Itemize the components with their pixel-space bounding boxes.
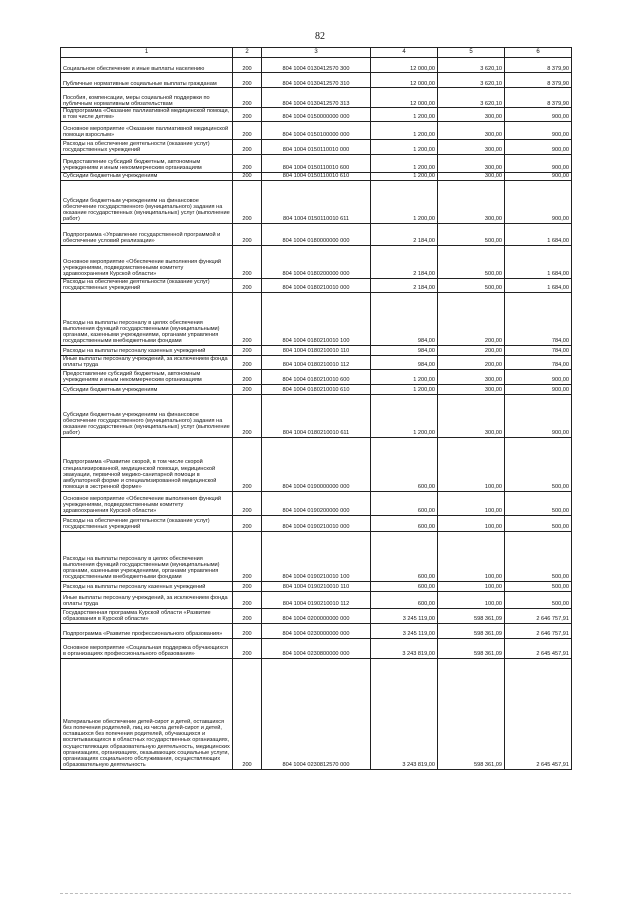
table-header-row xyxy=(61,48,572,58)
table-row xyxy=(61,139,572,154)
item-executed: 3 620,10 xyxy=(438,58,505,73)
table-row xyxy=(61,108,572,122)
table-row xyxy=(61,623,572,638)
table-row xyxy=(61,515,572,531)
item-executed: 500,00 xyxy=(438,278,505,292)
item-code: 804 1004 0180210010 112 xyxy=(262,355,371,369)
item-name: Основное мероприятие «Оказание паллиативной медицинской помощи взрослым» xyxy=(61,121,233,139)
item-name: Расходы на выплаты персоналу казенных учреждений xyxy=(61,345,233,355)
item-approved: 984,00 xyxy=(371,292,438,345)
item-executed: 100,00 xyxy=(438,581,505,591)
item-executed: 598 361,09 xyxy=(438,623,505,638)
item-remaining: 500,00 xyxy=(505,581,572,591)
item-section: 200 xyxy=(233,658,262,769)
item-remaining: 500,00 xyxy=(505,515,572,531)
table-row xyxy=(61,73,572,88)
header-col-6: 6 xyxy=(505,48,572,58)
item-approved: 600,00 xyxy=(371,581,438,591)
item-code: 804 1004 0190210010 110 xyxy=(262,581,371,591)
item-remaining: 900,00 xyxy=(505,139,572,154)
table-row xyxy=(61,369,572,384)
item-section: 200 xyxy=(233,355,262,369)
item-approved: 1 200,00 xyxy=(371,139,438,154)
table-row xyxy=(61,245,572,278)
item-name: Субсидии бюджетным учреждениям на финансовое обеспечение государственного (муниципального) задания на оказание государственных (муниципальных) услуг (выполнение работ) xyxy=(61,180,233,223)
item-code: 804 1004 0190200000 000 xyxy=(262,491,371,515)
item-executed: 598 361,09 xyxy=(438,638,505,658)
budget-table xyxy=(60,47,572,770)
item-section: 200 xyxy=(233,292,262,345)
item-approved: 984,00 xyxy=(371,345,438,355)
item-code: 804 1004 0190210010 000 xyxy=(262,515,371,531)
item-executed: 100,00 xyxy=(438,437,505,491)
item-approved: 600,00 xyxy=(371,491,438,515)
item-section: 200 xyxy=(233,638,262,658)
item-remaining: 1 684,00 xyxy=(505,278,572,292)
item-remaining: 500,00 xyxy=(505,531,572,581)
item-executed: 200,00 xyxy=(438,292,505,345)
item-section: 200 xyxy=(233,384,262,394)
item-section: 200 xyxy=(233,73,262,88)
item-approved: 1 200,00 xyxy=(371,108,438,122)
table-row xyxy=(61,345,572,355)
item-section: 200 xyxy=(233,278,262,292)
header-col-5: 5 xyxy=(438,48,505,58)
item-remaining: 784,00 xyxy=(505,355,572,369)
item-name: Подпрограмма «Развитие скорой, в том числе скорой специализированной, медицинской помощи, медицинской эвакуации, первичной медико-санитарной помощи в амбулаторной форме и специализированной медицинской помощи в экстренной форме» xyxy=(61,437,233,491)
item-executed: 500,00 xyxy=(438,245,505,278)
item-code: 804 1004 0230812570 000 xyxy=(262,658,371,769)
item-approved: 12 000,00 xyxy=(371,58,438,73)
item-section: 200 xyxy=(233,591,262,608)
table-row xyxy=(61,591,572,608)
item-section: 200 xyxy=(233,491,262,515)
item-section: 200 xyxy=(233,581,262,591)
table-row xyxy=(61,278,572,292)
item-name: Иные выплаты персоналу учреждений, за исключением фонда оплаты труда xyxy=(61,591,233,608)
table-row xyxy=(61,154,572,172)
item-name: Расходы на выплаты персоналу казенных учреждений xyxy=(61,581,233,591)
item-section: 200 xyxy=(233,345,262,355)
item-remaining: 900,00 xyxy=(505,384,572,394)
item-name: Субсидии бюджетным учреждениям xyxy=(61,172,233,180)
item-approved: 1 200,00 xyxy=(371,369,438,384)
item-code: 804 1004 0190210010 112 xyxy=(262,591,371,608)
item-remaining: 1 684,00 xyxy=(505,245,572,278)
item-executed: 300,00 xyxy=(438,172,505,180)
item-code: 804 1004 0230000000 000 xyxy=(262,623,371,638)
page-number: 82 xyxy=(315,31,325,42)
item-code: 804 1004 0180200000 000 xyxy=(262,245,371,278)
item-name: Социальное обеспечение и иные выплаты населению xyxy=(61,58,233,73)
item-remaining: 900,00 xyxy=(505,180,572,223)
item-section: 200 xyxy=(233,623,262,638)
item-approved: 2 184,00 xyxy=(371,278,438,292)
item-remaining: 900,00 xyxy=(505,369,572,384)
item-remaining: 900,00 xyxy=(505,394,572,437)
item-section: 200 xyxy=(233,180,262,223)
table-row xyxy=(61,58,572,73)
item-remaining: 2 645 457,91 xyxy=(505,658,572,769)
item-section: 200 xyxy=(233,531,262,581)
item-code: 804 1004 0130412570 300 xyxy=(262,58,371,73)
item-approved: 600,00 xyxy=(371,591,438,608)
item-name: Материальное обеспечение детей-сирот и детей, оставшихся без попечения родителей, лиц из числа детей-сирот и детей, оставшихся без попечения родителей, обучающихся и воспитывающихся в областных государственных организациях, осуществляющих образовательную деятельность, медицинских организациях, организациях, оказывающих социальные услуги, организациях социального обслуживания, осуществляющих образовательную деятельность xyxy=(61,658,233,769)
table-row xyxy=(61,531,572,581)
item-remaining: 784,00 xyxy=(505,345,572,355)
item-remaining: 8 379,90 xyxy=(505,88,572,108)
item-section: 200 xyxy=(233,88,262,108)
item-code: 804 1004 0180210010 000 xyxy=(262,278,371,292)
table-row xyxy=(61,394,572,437)
table-row xyxy=(61,88,572,108)
item-name: Расходы на обеспечение деятельности (оказание услуг) государственных учреждений xyxy=(61,139,233,154)
item-executed: 500,00 xyxy=(438,223,505,245)
item-section: 200 xyxy=(233,515,262,531)
item-approved: 1 200,00 xyxy=(371,384,438,394)
page-bottom-rule xyxy=(60,893,571,894)
item-name: Расходы на выплаты персоналу в целях обеспечения выполнения функций государственными (муниципальными) органами, казенными учреждениями, органами управления государственными внебюджетными фондами xyxy=(61,292,233,345)
item-approved: 1 200,00 xyxy=(371,154,438,172)
item-section: 200 xyxy=(233,369,262,384)
item-approved: 2 184,00 xyxy=(371,223,438,245)
table-row xyxy=(61,437,572,491)
item-name: Предоставление субсидий бюджетным, автономным учреждениям и иным некоммерческим организациям xyxy=(61,154,233,172)
item-executed: 200,00 xyxy=(438,355,505,369)
item-executed: 100,00 xyxy=(438,531,505,581)
item-name: Основное мероприятие «Социальная поддержка обучающихся в организациях профессионального образования» xyxy=(61,638,233,658)
item-name: Основное мероприятие «Обеспечение выполнения функций учреждениями, подведомственными комитету здравоохранения Курской области» xyxy=(61,491,233,515)
item-executed: 598 361,09 xyxy=(438,608,505,623)
item-remaining: 500,00 xyxy=(505,491,572,515)
item-approved: 1 200,00 xyxy=(371,180,438,223)
item-approved: 12 000,00 xyxy=(371,73,438,88)
table-body xyxy=(61,58,572,770)
item-approved: 3 243 819,00 xyxy=(371,658,438,769)
item-approved: 3 243 819,00 xyxy=(371,638,438,658)
table-row xyxy=(61,355,572,369)
item-code: 804 1004 0180000000 000 xyxy=(262,223,371,245)
item-executed: 200,00 xyxy=(438,345,505,355)
item-remaining: 500,00 xyxy=(505,437,572,491)
table-row xyxy=(61,581,572,591)
item-executed: 100,00 xyxy=(438,591,505,608)
item-section: 200 xyxy=(233,608,262,623)
item-section: 200 xyxy=(233,245,262,278)
item-section: 200 xyxy=(233,172,262,180)
item-name: Государственная программа Курской области «Развитие образования в Курской области» xyxy=(61,608,233,623)
item-section: 200 xyxy=(233,139,262,154)
item-executed: 300,00 xyxy=(438,369,505,384)
item-executed: 100,00 xyxy=(438,515,505,531)
item-code: 804 1004 0180210010 110 xyxy=(262,345,371,355)
item-name: Субсидии бюджетным учреждениям xyxy=(61,384,233,394)
item-remaining: 8 379,90 xyxy=(505,73,572,88)
item-section: 200 xyxy=(233,437,262,491)
item-approved: 1 200,00 xyxy=(371,121,438,139)
item-executed: 300,00 xyxy=(438,139,505,154)
item-approved: 1 200,00 xyxy=(371,394,438,437)
item-executed: 3 620,10 xyxy=(438,73,505,88)
table-row xyxy=(61,384,572,394)
item-section: 200 xyxy=(233,394,262,437)
item-code: 804 1004 0150100000 000 xyxy=(262,121,371,139)
item-section: 200 xyxy=(233,58,262,73)
item-code: 804 1004 0150110010 610 xyxy=(262,172,371,180)
item-code: 804 1004 0150110010 600 xyxy=(262,154,371,172)
item-remaining: 900,00 xyxy=(505,108,572,122)
item-section: 200 xyxy=(233,154,262,172)
item-code: 804 1004 0150000000 000 xyxy=(262,108,371,122)
item-name: Расходы на обеспечение деятельности (оказание услуг) государственных учреждений xyxy=(61,515,233,531)
item-code: 804 1004 0180210010 611 xyxy=(262,394,371,437)
item-remaining: 8 379,90 xyxy=(505,58,572,73)
item-executed: 300,00 xyxy=(438,108,505,122)
item-executed: 100,00 xyxy=(438,491,505,515)
item-code: 804 1004 0180210010 600 xyxy=(262,369,371,384)
item-approved: 1 200,00 xyxy=(371,172,438,180)
item-name: Иные выплаты персоналу учреждений, за исключением фонда оплаты труда xyxy=(61,355,233,369)
table-row xyxy=(61,658,572,769)
item-code: 804 1004 0180210010 610 xyxy=(262,384,371,394)
item-approved: 600,00 xyxy=(371,437,438,491)
table-row xyxy=(61,292,572,345)
item-approved: 600,00 xyxy=(371,515,438,531)
item-name: Подпрограмма «Управление государственной программой и обеспечение условий реализации» xyxy=(61,223,233,245)
item-remaining: 1 684,00 xyxy=(505,223,572,245)
item-approved: 2 184,00 xyxy=(371,245,438,278)
item-code: 804 1004 0130412570 310 xyxy=(262,73,371,88)
header-col-1: 1 xyxy=(61,48,233,58)
item-executed: 300,00 xyxy=(438,154,505,172)
item-approved: 3 245 119,00 xyxy=(371,623,438,638)
item-executed: 300,00 xyxy=(438,394,505,437)
header-col-3: 3 xyxy=(262,48,371,58)
item-name: Пособия, компенсации, меры социальной поддержки по публичным нормативным обязательствам xyxy=(61,88,233,108)
table-row xyxy=(61,638,572,658)
table-row xyxy=(61,223,572,245)
item-approved: 600,00 xyxy=(371,531,438,581)
item-remaining: 2 646 757,91 xyxy=(505,608,572,623)
item-remaining: 900,00 xyxy=(505,172,572,180)
item-code: 804 1004 0180210010 100 xyxy=(262,292,371,345)
item-name: Субсидии бюджетным учреждениям на финансовое обеспечение государственного (муниципального) задания на оказание государственных (муниципальных) услуг (выполнение работ) xyxy=(61,394,233,437)
item-name: Расходы на выплаты персоналу в целях обеспечения выполнения функций государственными (муниципальными) органами, казенными учреждениями, органами управления государственными внебюджетными фондами xyxy=(61,531,233,581)
table-row xyxy=(61,172,572,180)
item-approved: 3 245 119,00 xyxy=(371,608,438,623)
item-executed: 598 361,09 xyxy=(438,658,505,769)
table-row xyxy=(61,491,572,515)
item-section: 200 xyxy=(233,108,262,122)
item-name: Публичные нормативные социальные выплаты гражданам xyxy=(61,73,233,88)
item-code: 804 1004 0150110010 000 xyxy=(262,139,371,154)
item-code: 804 1004 0190000000 000 xyxy=(262,437,371,491)
item-remaining: 500,00 xyxy=(505,591,572,608)
item-name: Расходы на обеспечение деятельности (оказание услуг) государственных учреждений xyxy=(61,278,233,292)
header-col-2: 2 xyxy=(233,48,262,58)
item-remaining: 900,00 xyxy=(505,154,572,172)
item-section: 200 xyxy=(233,121,262,139)
item-name: Подпрограмма «Развитие профессионального образования» xyxy=(61,623,233,638)
item-code: 804 1004 0190210010 100 xyxy=(262,531,371,581)
item-executed: 300,00 xyxy=(438,121,505,139)
item-code: 804 1004 0230800000 000 xyxy=(262,638,371,658)
item-remaining: 2 646 757,91 xyxy=(505,623,572,638)
item-executed: 300,00 xyxy=(438,384,505,394)
item-section: 200 xyxy=(233,223,262,245)
item-name: Предоставление субсидий бюджетным, автономным учреждениям и иным некоммерческим организациям xyxy=(61,369,233,384)
table-row xyxy=(61,608,572,623)
item-remaining: 2 645 457,91 xyxy=(505,638,572,658)
table-row xyxy=(61,180,572,223)
item-executed: 300,00 xyxy=(438,180,505,223)
header-col-4: 4 xyxy=(371,48,438,58)
item-approved: 984,00 xyxy=(371,355,438,369)
item-code: 804 1004 0130412570 313 xyxy=(262,88,371,108)
item-code: 804 1004 0150110010 611 xyxy=(262,180,371,223)
item-name: Подпрограмма «Оказание паллиативной медицинской помощи, в том числе детям» xyxy=(61,108,233,122)
item-executed: 3 620,10 xyxy=(438,88,505,108)
table-row xyxy=(61,121,572,139)
item-remaining: 784,00 xyxy=(505,292,572,345)
item-approved: 12 000,00 xyxy=(371,88,438,108)
item-remaining: 900,00 xyxy=(505,121,572,139)
item-code: 804 1004 0200000000 000 xyxy=(262,608,371,623)
item-name: Основное мероприятие «Обеспечение выполнения функций учреждениями, подведомственными комитету здравоохранения Курской области» xyxy=(61,245,233,278)
